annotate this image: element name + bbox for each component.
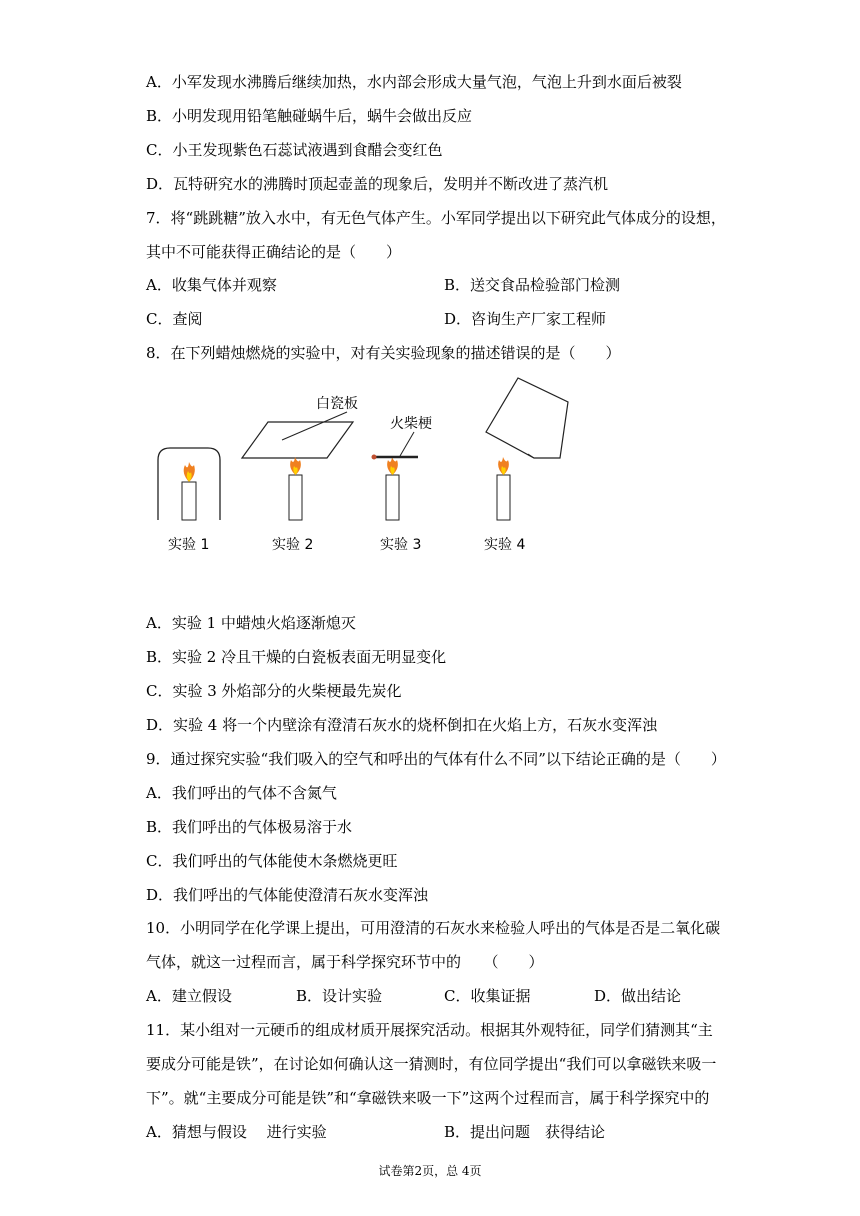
q11-stem-line3: 下”。就“主要成分可能是铁”和“拿磁铁来吸一下”这两个过程而言，属于科学探究中的 (146, 1089, 710, 1107)
experiment-4-diagram (486, 378, 568, 520)
q7-option-c: C．查阅 (146, 310, 203, 328)
q7-stem-line1: 7．将“跳跳糖”放入水中，有无色气体产生。小军同学提出以下研究此气体成分的设想， (146, 209, 726, 227)
q8-option-b: B．实验 2 冷且干燥的白瓷板表面无明显变化 (146, 648, 447, 666)
page-footer: 试卷第2页，总 4页 (378, 1164, 482, 1178)
q6-option-c: C．小王发现紫色石蕊试液遇到食醋会变红色 (146, 141, 443, 159)
q10-stem-line2: 气体，就这一过程而言，属于科学探究环节中的 （ ） (146, 953, 544, 971)
q11-stem-line1: 11．某小组对一元硬币的组成材质开展探究活动。根据其外观特征，同学们猜测其“主 (146, 1021, 713, 1039)
q11-option-b: B．提出问题 获得结论 (444, 1123, 606, 1141)
q10-option-a: A．建立假设 (146, 987, 232, 1005)
matchstick-label: 火柴梗 (390, 416, 432, 432)
q7-option-a: A．收集气体并观察 (146, 276, 277, 294)
q10-option-b: B．设计实验 (296, 987, 383, 1005)
q11-option-a: A．猜想与假设 进行实验 (146, 1123, 327, 1141)
q7-option-d: D．咨询生产厂家工程师 (444, 310, 607, 328)
candle-experiments-figure (150, 372, 590, 562)
q6-option-d: D．瓦特研究水的沸腾时顶起壶盖的现象后，发明并不断改进了蒸汽机 (146, 175, 609, 193)
q7-stem-line2: 其中不可能获得正确结论的是（ ） (146, 243, 402, 261)
q7-option-b: B．送交食品检验部门检测 (444, 276, 621, 294)
experiment-2-diagram (242, 412, 353, 520)
q9-option-b: B．我们呼出的气体极易溶于水 (146, 818, 353, 836)
q10-stem-line1: 10．小明同学在化学课上提出，可用澄清的石灰水来检验人呼出的气体是否是二氧化碳 (146, 919, 721, 937)
experiment-3-diagram (372, 432, 419, 520)
caption-experiment-3: 实验 3 (380, 537, 422, 553)
experiment-1-diagram (158, 448, 220, 520)
q9-option-d: D．我们呼出的气体能使澄清石灰水变浑浊 (146, 886, 429, 904)
q8-option-c: C．实验 3 外焰部分的火柴梗最先炭化 (146, 682, 402, 700)
q8-stem: 8．在下列蜡烛燃烧的实验中，对有关实验现象的描述错误的是（ ） (146, 344, 621, 362)
q6-option-a: A．小军发现水沸腾后继续加热，水内部会形成大量气泡，气泡上升到水面后被裂 (146, 73, 682, 91)
caption-experiment-1: 实验 1 (168, 537, 210, 553)
q9-stem: 9．通过探究实验“我们吸入的空气和呼出的气体有什么不同”以下结论正确的是（ ） (146, 750, 726, 768)
caption-experiment-2: 实验 2 (272, 537, 314, 553)
q10-option-d: D．做出结论 (594, 987, 682, 1005)
q11-stem-line2: 要成分可能是铁”，在讨论如何确认这一猜测时，有位同学提出“我们可以拿磁铁来吸一 (146, 1055, 717, 1073)
q10-option-c: C．收集证据 (444, 987, 531, 1005)
q6-option-b: B．小明发现用铅笔触碰蜗牛后，蜗牛会做出反应 (146, 107, 473, 125)
white-porcelain-plate-label: 白瓷板 (316, 396, 358, 412)
q9-option-a: A．我们呼出的气体不含氮气 (146, 784, 337, 802)
caption-experiment-4: 实验 4 (484, 537, 526, 553)
q8-option-a: A．实验 1 中蜡烛火焰逐渐熄灭 (146, 614, 356, 632)
q8-option-d: D．实验 4 将一个内壁涂有澄清石灰水的烧杯倒扣在火焰上方，石灰水变浑浊 (146, 716, 658, 734)
q9-option-c: C．我们呼出的气体能使木条燃烧更旺 (146, 852, 398, 870)
